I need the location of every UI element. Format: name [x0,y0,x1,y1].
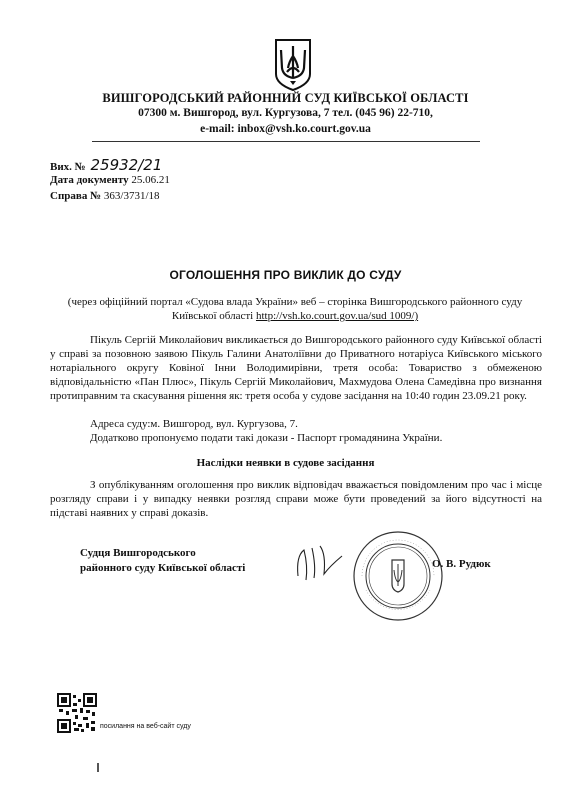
judge-name: О. В. Рудюк [432,558,491,570]
handwritten-signature-icon [290,536,350,586]
outgoing-number [50,156,162,174]
court-stamp-icon [352,530,444,622]
judge-title-line1: Судця Вишгородського [80,547,196,559]
case-number-label: Справа № [50,190,102,202]
header-divider [92,141,480,142]
evidence-request: Додатково пропонуємо подати такі докази - Паспорт громадянина України. [90,432,443,444]
notice-subtitle-text: (через офіційний портал «Судова влада України» веб – сторінка Вишгородського районного суду Київської області [67,296,523,322]
case-number [50,190,160,202]
notice-subtitle [50,295,540,323]
court-name: ВИШГОРОДСЬКИЙ РАЙОННИЙ СУД КИЇВСЬКОЇ ОБЛАСТІ [102,91,469,105]
qr-code-icon[interactable] [57,693,97,733]
judge-title [80,546,245,576]
scan-mark [97,763,99,772]
case-number-value: 363/3731/18 [103,190,160,202]
qr-caption: посилання на веб-сайт суду [100,723,191,730]
document-date-value: 25.06.21 [131,174,170,186]
outgoing-number-label: Вих. № [50,161,86,173]
court-email: e-mail: inbox@vsh.ko.court.gov.ua [200,123,371,135]
judge-title-line2: районного суду Київської області [80,562,246,574]
summons-paragraph: Пікуль Сергій Миколайович викликається до Вишгородського районного суду Київської області у справі за позовною заявою Пікуль Галини Анатоліївни до Приватного нотаріуса Київського міського нотаріального округу Ковіної Інни Володимирівни, третя особа: Товариство з обмеженою відповідальністю «Пан Плюс», Пікуль Сергій Миколайович, Махмудова Олена Самедівна про визнання протиправним та скасування рішення як: третя особа у судове засідання на 10:40 годин 23.09.21 року. [50,334,542,402]
court-address-line: Адреса суду:м. Вишгород, вул. Кургузова, 7. [90,418,298,430]
notice-title: ОГОЛОШЕННЯ ПРО ВИКЛИК ДО СУДУ [169,268,402,282]
document-date-label: Дата документу [50,174,129,186]
court-website-link[interactable]: http://vsh.ko.court.gov.ua/sud 1009/) [255,310,419,322]
trident-emblem-icon [273,38,313,92]
outgoing-number-handwritten: 25932/21 [90,156,163,174]
consequences-title: Наслідки неявки в судове засідання [196,457,375,469]
court-address: 07300 м. Вишгород, вул. Кургузова, 7 тел. (045 96) 22-710, [138,107,433,119]
consequences-paragraph: З опублікуванням оголошення про виклик відповідач вважається повідомленим про час і місце розгляду справи і у випадку неявки розгляд справи може бути проведений за його відсутності на підставі наявних у справі доказів. [50,479,542,519]
document-date [50,174,170,186]
